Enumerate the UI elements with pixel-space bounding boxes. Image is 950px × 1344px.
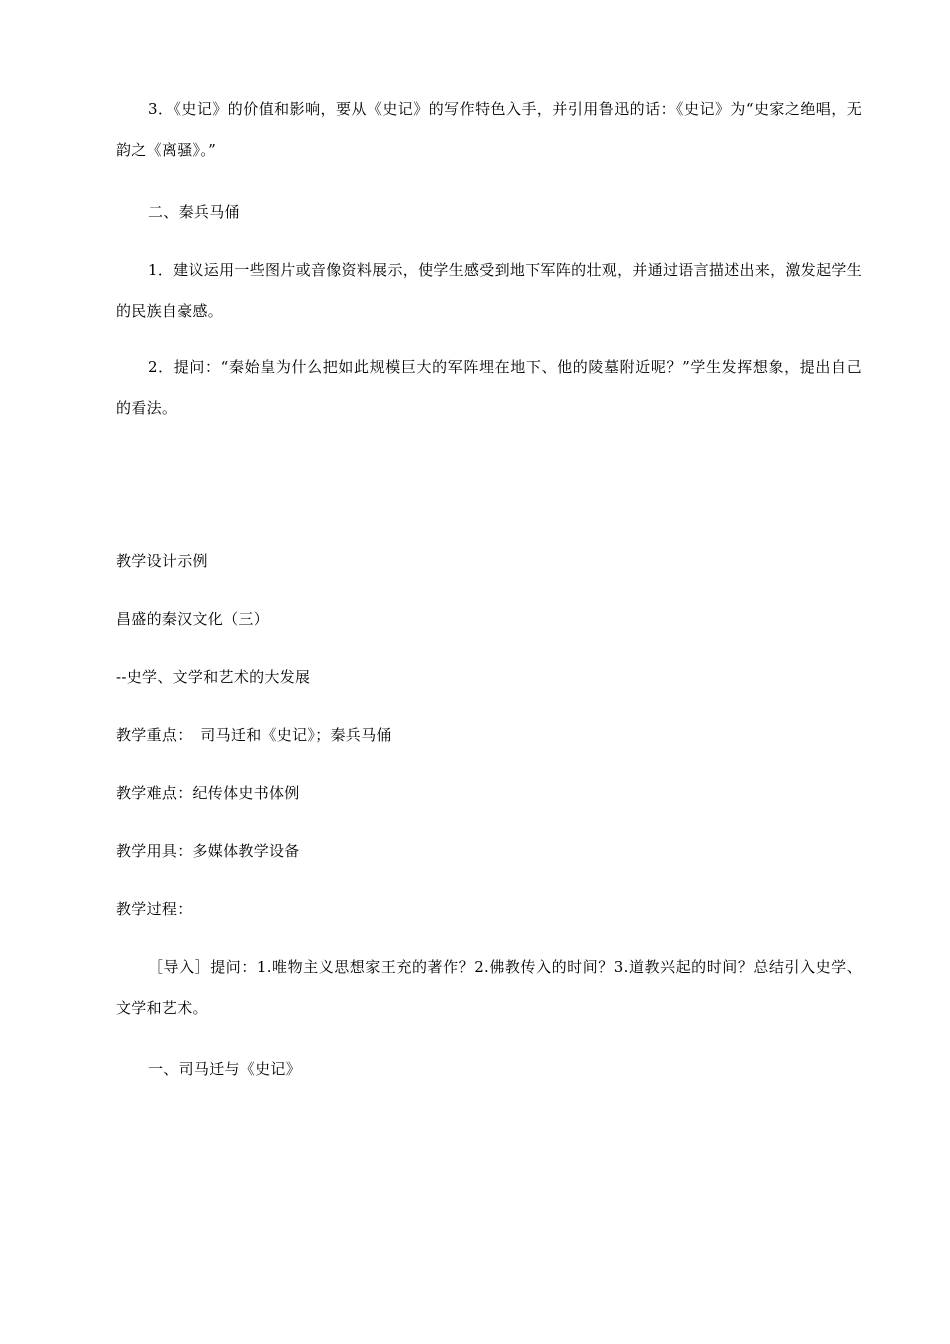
heading-terracotta-army: 二、秦兵马俑 <box>148 203 240 221</box>
heading-sima-qian: 一、司马迁与《史记》 <box>148 1060 302 1078</box>
paragraph-shiji-value: 3．《史记》的价值和影响，要从《史记》的写作特色入手，并引用鲁迅的话：《史记》为“史家之绝唱，无韵之《离骚》。” <box>116 100 862 159</box>
lesson-process: 教学过程： <box>116 900 193 918</box>
lesson-difficulty: 教学难点：纪传体史书体例 <box>116 784 300 802</box>
paragraph-suggestion-media: 1．建议运用一些图片或音像资料展示，使学生感受到地下军阵的壮观，并通过语言描述出来，激发起学生的民族自豪感。 <box>116 261 862 320</box>
lesson-subtitle: --史学、文学和艺术的大发展 <box>116 668 311 686</box>
lesson-title: 昌盛的秦汉文化（三） <box>116 610 270 628</box>
lesson-tools: 教学用具：多媒体教学设备 <box>116 842 300 860</box>
lesson-label: 教学设计示例 <box>116 552 208 570</box>
paragraph-question-army: 2．提问：“秦始皇为什么把如此规模巨大的军阵埋在地下、他的陵墓附近呢？”学生发挥想象，提出自己的看法。 <box>116 358 862 417</box>
paragraph-intro: ［导入］提问：1.唯物主义思想家王充的著作？2.佛教传入的时间？3.道教兴起的时间？总结引入史学、文学和艺术。 <box>116 958 862 1017</box>
lesson-key-points: 教学重点： 司马迁和《史记》；秦兵马俑 <box>116 726 392 744</box>
